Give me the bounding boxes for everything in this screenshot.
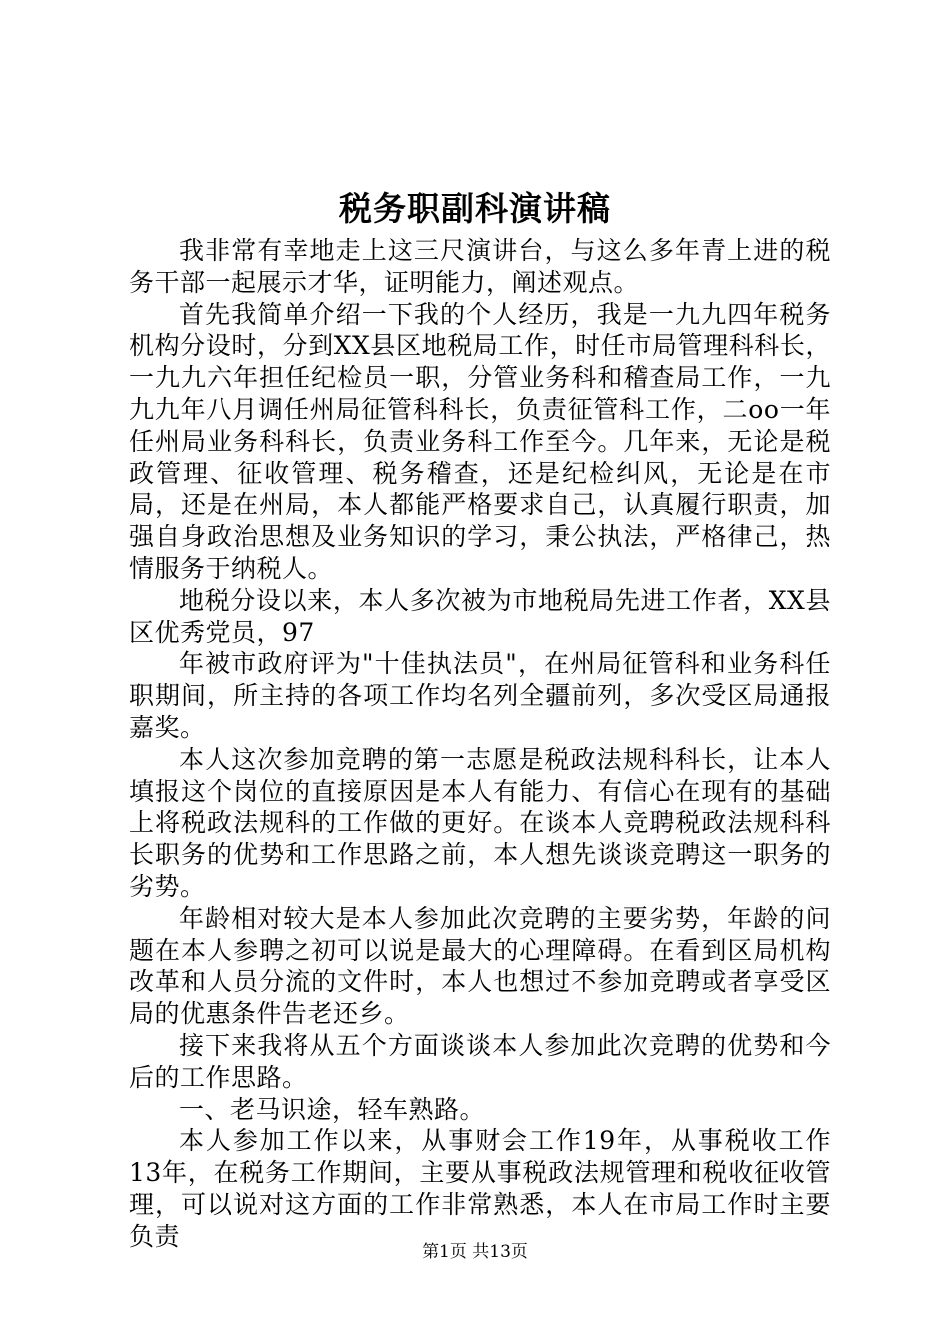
paragraph-honors: 地税分设以来，本人多次被为市地税局先进工作者，XX县区优秀党员，97 (129, 585, 831, 647)
section-heading-one: 一、老马识途，轻车熟路。 (179, 1094, 486, 1124)
paragraph-first-choice: 本人这次参加竞聘的第一志愿是税政法规科科长，让本人填报这个岗位的直接原因是本人有能力、有信心在现有的基础上将税政法规科的工作做的更好。在谈本人竞聘税政法规科科长职务的优势和工作思路之前，本人想先谈谈竞聘这一职务的劣势。 (129, 744, 831, 901)
document-body (129, 235, 831, 1253)
paragraph-experience: 本人参加工作以来，从事财会工作19年，从事税收工作13年，在税务工作期间，主要从事税政法规管理和税收征收管理，可以说对这方面的工作非常熟悉，本人在市局工作时主要负责 (129, 1126, 831, 1251)
paragraph-five-aspects: 接下来我将从五个方面谈谈本人参加此次竞聘的优势和今后的工作思路。 (129, 1030, 831, 1092)
document-title: 税务职副科演讲稿 (339, 189, 611, 228)
paragraph-honors-continued: 年被市政府评为"十佳执法员"，在州局征管科和业务科任职期间，所主持的各项工作均名列全疆前列，多次受区局通报嘉奖。 (129, 649, 831, 742)
paragraph-intro: 我非常有幸地走上这三尺演讲台，与这么多年青上进的税务干部一起展示才华，证明能力，阐述观点。 (129, 236, 831, 297)
paragraph-disadvantage: 年龄相对较大是本人参加此次竞聘的主要劣势，年龄的问题在本人参聘之初可以说是最大的心理障碍。在看到区局机构改革和人员分流的文件时，本人也想过不参加竞聘或者享受区局的优惠条件告老还乡。 (129, 903, 831, 1029)
page-footer: 第1页 共13页 (422, 1242, 528, 1262)
paragraph-personal-history: 首先我简单介绍一下我的个人经历，我是一九九四年税务机构分设时，分到XX县区地税局工作，时任市局管理科科长，一九九六年担任纪检员一职，分管业务科和稽查局工作，一九九九年八月调任州局征管科科长，负责征管科工作，二oo一年任州局业务科科长，负责业务科工作至今。几年来，无论是税政管理、征收管理、税务稽查，还是纪检纠风，无论是在市局，还是在州局，本人都能严格要求自己，认真履行职责，加强自身政治思想及业务知识的学习，秉公执法，严格律己，热情服务于纳税人。 (129, 299, 831, 583)
